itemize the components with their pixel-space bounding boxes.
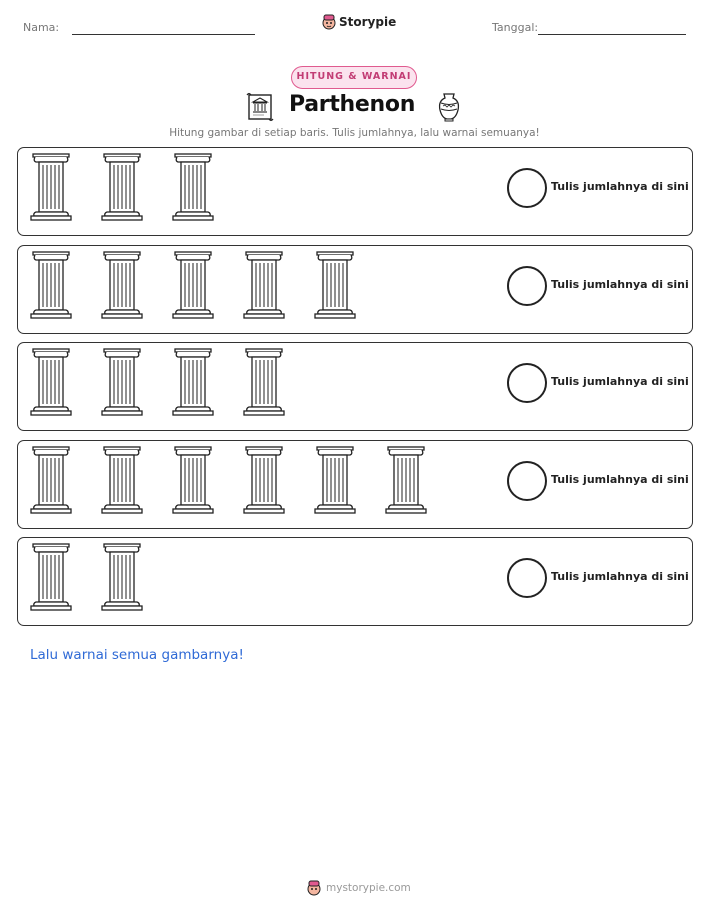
page-title: Parthenon [289, 92, 416, 117]
count-row [17, 440, 693, 529]
greek-column-icon [30, 446, 72, 514]
worksheet-header [0, 12, 709, 42]
greek-column-icon [243, 251, 285, 319]
greek-column-icon [314, 251, 356, 319]
answer-label: Tulis jumlahnya di sini [551, 278, 689, 291]
pillar-group [30, 153, 214, 223]
pillar-group [30, 446, 427, 516]
activity-badge: HITUNG & WARNAI [291, 66, 417, 89]
greek-column-icon [243, 446, 285, 514]
greek-vase-icon [436, 91, 462, 123]
pillar-group [30, 543, 143, 613]
answer-circle[interactable] [507, 266, 547, 306]
greek-column-icon [30, 348, 72, 416]
count-row [17, 245, 693, 334]
greek-column-icon [243, 348, 285, 416]
answer-circle[interactable] [507, 363, 547, 403]
greek-column-icon [172, 446, 214, 514]
greek-column-icon [172, 251, 214, 319]
greek-column-icon [172, 348, 214, 416]
greek-column-icon [30, 251, 72, 319]
name-line [72, 34, 255, 35]
count-row [17, 537, 693, 626]
brand-name: Storypie [339, 15, 397, 29]
answer-label: Tulis jumlahnya di sini [551, 570, 689, 583]
answer-circle[interactable] [507, 558, 547, 598]
brand-logo [322, 14, 396, 30]
greek-column-icon [30, 543, 72, 611]
greek-column-icon [172, 153, 214, 221]
pillar-group [30, 348, 285, 418]
name-label: Nama: [23, 21, 60, 34]
footer [307, 880, 411, 896]
title-row [0, 90, 709, 126]
count-row [17, 342, 693, 431]
instructions-text: Hitung gambar di setiap baris. Tulis jumlahnya, lalu warnai semuanya! [169, 127, 540, 139]
greek-column-icon [385, 446, 427, 514]
greek-column-icon [101, 251, 143, 319]
storypie-mascot-icon [322, 14, 336, 30]
footer-url: mystorypie.com [326, 882, 411, 894]
answer-label: Tulis jumlahnya di sini [551, 375, 689, 388]
greek-column-icon [101, 543, 143, 611]
greek-column-icon [101, 153, 143, 221]
footer-note: Lalu warnai semua gambarnya! [30, 647, 244, 663]
greek-column-icon [30, 153, 72, 221]
answer-label: Tulis jumlahnya di sini [551, 473, 689, 486]
answer-circle[interactable] [507, 461, 547, 501]
date-label: Tanggal: [492, 21, 539, 34]
greek-column-icon [101, 348, 143, 416]
storypie-mascot-icon [307, 880, 321, 896]
answer-circle[interactable] [507, 168, 547, 208]
answer-label: Tulis jumlahnya di sini [551, 180, 689, 193]
greek-column-icon [101, 446, 143, 514]
date-line [538, 34, 686, 35]
count-row [17, 147, 693, 236]
greek-column-icon [314, 446, 356, 514]
parthenon-scroll-icon [244, 91, 276, 123]
pillar-group [30, 251, 356, 321]
